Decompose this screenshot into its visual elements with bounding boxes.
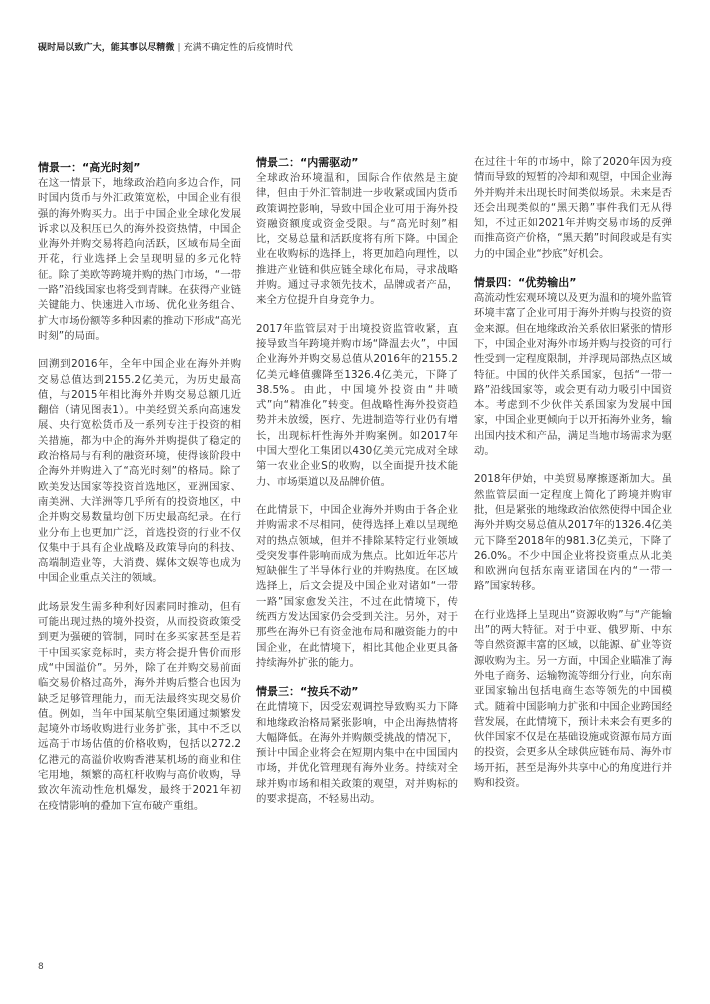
page-number: 8: [38, 962, 44, 972]
scenario-1-paragraph-1: 在这一情景下，地缘政治趋向多边合作，同时国内货币与外汇政策宽松，中国企业有很强的海外购买力。出于中国企业全球化发展诉求以及积压已久的海外投资热情，中国企业海外并购交易将趋向活跃，区域布局全面开花，行业选择上会呈现明显的多元化特征。除了美欧等跨境并购的热门市场，“一带一路”沿线国家也将受到青睐。在获得产业链关键能力、快速进入市场、优化业务组合、扩大市场份额等多种因素的推动下形成“高光时刻”的局面。: [38, 177, 241, 342]
scenario-1-paragraph-3: 此场景发生需多种利好因素同时推动，但有可能出现过热的境外投资，从而投资政策受到更为强硬的管制，同时在多买家甚至是若干中国买家竞标时，卖方将会提升售价而形成“中国溢价”。另外，除了在并购交易前面临交易价格过高外，海外并购后整合也因为缺乏足够管理能力，而无法最终实现交易价值。例如，当年中国某航空集团通过频繁发起境外市场收购进行业务扩张，其中不乏以远高于市场估值的价格收购，包括以272.2亿港元的高溢价收购香港某机场的商业和住宅用地，频繁的高杠杆收购与高价收购，导致次年流动性危机爆发，最终于2021年初在疫情影响的叠加下宣布破产重组。: [38, 600, 241, 812]
scenario-4-paragraph-1: 高流动性宏观环境以及更为温和的境外监管环境丰富了企业可用于海外并购与投资的资金来源。但在地缘政治关系依旧紧张的情形下，中国企业对海外市场并购与投资的可行性受到一定程度限制，并浮现局部热点区域特征。中国的伙伴关系国家，包括“一带一路”沿线国家等，或会更有动力吸引中国资本。考虑到不少伙伴关系国家为发展中国家，中国企业更倾向于以开拓海外业务，输出国内技术和产品，满足当地市场需求为驱动。: [474, 292, 672, 458]
header-separator: |: [177, 43, 181, 53]
scenario-2-heading: 情景二：“内需驱动”: [256, 156, 359, 169]
scenario-1-heading: 情景一：“高光时刻”: [38, 161, 141, 174]
scenario-2-paragraph-3: 在此情景下，中国企业海外并购由于各企业并购需求不尽相同，使得选择上难以呈现绝对的热点领域，但并不排除某特定行业领域受突发事件影响而成为焦点。比如近年芯片短缺催生了半导体行业的并购热度。在区域选择上，后文会提及中国企业对诸如“一带一路”国家愈发关注，不过在此情境下，传统西方发达国家仍会受到关注。另外，对于那些在海外已有资金池布局和融资能力的中国企业，在此情境下，相比其他企业更具备持续海外扩张的能力。: [256, 503, 458, 669]
scenario-3-paragraph-2: 在过往十年的市场中，除了2020年因为疫情而导致的短暂的冷却和观望，中国企业海外并购并未出现长时间类似场景。未来是否还会出现类似的“黑天鹅”事件我们无从得知，不过正如2021年并购交易市场的反弹而推高资产价格，“黑天鹅”时间段或是有实力的中国企业“抄底”好机会。: [474, 156, 672, 260]
column-middle: [256, 155, 458, 820]
scenario-3-heading: 情景三：“按兵不动”: [256, 685, 359, 699]
column-left: [38, 160, 241, 827]
scenario-4-paragraph-3: 在行业选择上呈现出“资源收购”与“产能输出”的两大特征。对于中亚、俄罗斯、中东等自然资源丰富的区域，以能源、矿业等资源收购为主。另一方面，中国企业瞄准了海外电子商务、运输物流等细分行业，向东南亚国家输出包括电商生态等领先的中国模式。随着中国影响力扩张和中国企业跨国经营发展，在此情境下，预计未来会有更多的伙伴国家不仅是在基础设施或资源布局方面的投资，会更多从全球供应链布局、海外市场开拓，甚至是海外共享中心的角度进行并购和投资。: [474, 608, 672, 789]
header-subtitle: 充满不确定性的后疫情时代: [183, 43, 293, 53]
page-header: [38, 40, 293, 53]
scenario-2-paragraph-2: 2017年监管层对于出境投资监管收紧，直接导致当年跨境并购市场“降温去火”，中国企业海外并购交易总值从2016年的2155.2亿美元峰值骤降至1326.4亿美元，下降了38.5%。由此，中国境外投资由“井喷式”向“精准化”转变。但战略性海外投资趋势并未放缓，医疗、先进制造等行业仍有增长，出现标杆性海外并购案例。如2017年中国大型化工集团以430亿美元完成对全球第一农业企业S的收购，以全面提升技术能力、市场渠道以及品牌价值。: [256, 322, 458, 488]
scenario-1-paragraph-2: 回溯到2016年，全年中国企业在海外并购交易总值达到2155.2亿美元，为历史最高值，与2015年相比海外并购交易总额几近翻倍（请见图表1）。中美经贸关系向高速发展、央行宽松货币及一系列专注于投资的相关措施，都为中企的海外并购提供了稳定的政治格局与有利的融资环境，使得该阶段中企海外并购进入了“高光时刻”的格局。除了欧美发达国家等投资首选地区，亚洲国家、南美洲、大洋洲等几乎所有的投资地区，中企并购交易数量均创下历史最高纪录。在行业分布上也更加广泛，首选投资的行业不仅仅集中于具有企业战略及政策导向的科技、高端制造业等，大消费、媒体文娱等也成为中国企业重点关注的领域。: [38, 358, 241, 585]
scenario-4-heading: 情景四：“优势输出”: [474, 276, 577, 290]
scenario-3-paragraph-1: 在此情境下，因受宏观调控导致购买力下降和地缘政治格局紧张影响，中企出海热情将大幅降低。在海外并购颇受挑战的情况下，预计中国企业将会在短期内集中在中国国内市场，并优化管理现有海外业务。持续对全球并购市场和相关政策的观望，对并购标的的要求提高，不轻易出动。: [256, 701, 458, 805]
header-title: 砚时局以致广大，能其事以尽精微: [38, 43, 175, 53]
scenario-4-paragraph-2: 2018年伊始，中美贸易摩擦逐渐加大。虽然监管层面一定程度上简化了跨境并购审批，但是紧张的地缘政治依然使得中国企业海外并购交易总值从2017年的1326.4亿美元下降至2018年的981.3亿美元，下降了26.0%。不少中国企业将投资重点从北美和欧洲向包括东南亚诸国在内的“一带一路”国家转移。: [474, 473, 672, 593]
scenario-2-paragraph-1: 全球政治环境温和，国际合作依然是主旋律，但由于外汇管制进一步收紧或国内货币政策调控影响，导致中国企业可用于海外投资融资额度或资金受限。与“高光时刻”相比，交易总量和活跃度将有所下降。中国企业在收购标的选择上，将更加趋向理性，以推进产业链和供应链全球化布局，寻求战略并购。通过寻求领先技术，品牌或者产品，来全方位提升自身竞争力。: [256, 172, 458, 307]
column-right: [474, 155, 672, 804]
